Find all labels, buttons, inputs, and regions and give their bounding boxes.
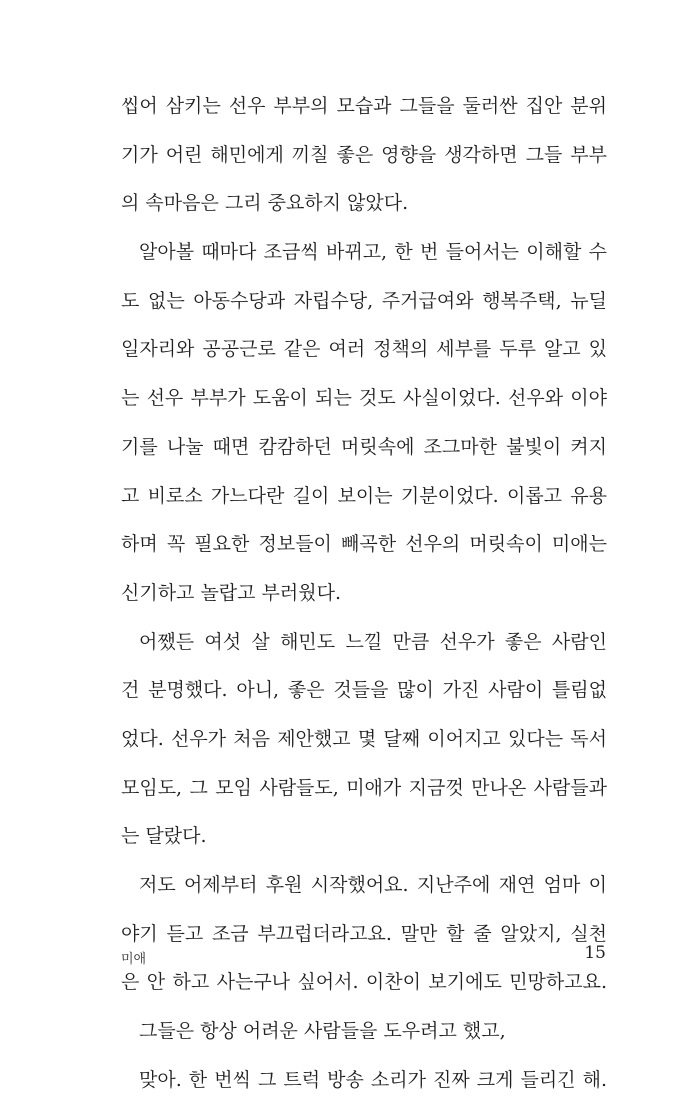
body-text: [121, 82, 607, 1104]
text-line: 모임도, 그 모임 사람들도, 미애가 지금껏 만나온 사람들과: [121, 776, 607, 799]
text-line: 하며 꼭 필요한 정보들이 빼곡한 선우의 머릿속이 미애는: [121, 533, 607, 556]
text-line: 는 선우 부부가 도움이 되는 것도 사실이었다. 선우와 이야: [121, 387, 607, 410]
text-line: 은 안 하고 사는구나 싶어서. 이찬이 보기에도 민망하고요.: [121, 971, 607, 994]
text-line: 알아볼 때마다 조금씩 바뀌고, 한 번 들어서는 이해할 수: [139, 241, 607, 264]
text-line: 기를 나눌 때면 캄캄하던 머릿속에 조그마한 불빛이 켜지: [121, 435, 607, 458]
text-line: 의 속마음은 그리 중요하지 않았다.: [121, 192, 409, 215]
text-line: 야기 듣고 조금 부끄럽더라고요. 말만 할 줄 알았지, 실천: [121, 922, 607, 945]
text-line: 도 없는 아동수당과 자립수당, 주거급여와 행복주택, 뉴딜: [121, 289, 607, 312]
text-line: 고 비로소 가느다란 길이 보이는 기분이었다. 이롭고 유용: [121, 484, 607, 507]
text-line: 기가 어린 해민에게 끼칠 좋은 영향을 생각하면 그들 부부: [121, 143, 607, 166]
running-footer-title: 미애: [121, 952, 147, 967]
text-line: 맞아. 한 번씩 그 트럭 방송 소리가 진짜 크게 들리긴 해.: [139, 1068, 607, 1091]
text-line: 일자리와 공공근로 같은 여러 정책의 세부를 두루 알고 있: [121, 338, 607, 361]
text-line: 었다. 선우가 처음 제안했고 몇 달째 이어지고 있다는 독서: [121, 727, 607, 750]
text-line: 어쨌든 여섯 살 해민도 느낄 만큼 선우가 좋은 사람인: [139, 630, 607, 653]
page-number: 15: [584, 943, 606, 963]
text-line: 신기하고 놀랍고 부러웠다.: [121, 581, 342, 604]
text-line: 저도 어제부터 후원 시작했어요. 지난주에 재연 엄마 이: [139, 874, 607, 896]
text-line: 는 달랐다.: [121, 825, 207, 848]
text-line: 건 분명했다. 아니, 좋은 것들을 많이 가진 사람이 틀림없: [121, 679, 607, 702]
text-line: 씹어 삼키는 선우 부부의 모습과 그들을 둘러싼 집안 분위: [121, 95, 607, 117]
text-line: 그들은 항상 어려운 사람들을 도우려고 했고,: [139, 1020, 506, 1043]
